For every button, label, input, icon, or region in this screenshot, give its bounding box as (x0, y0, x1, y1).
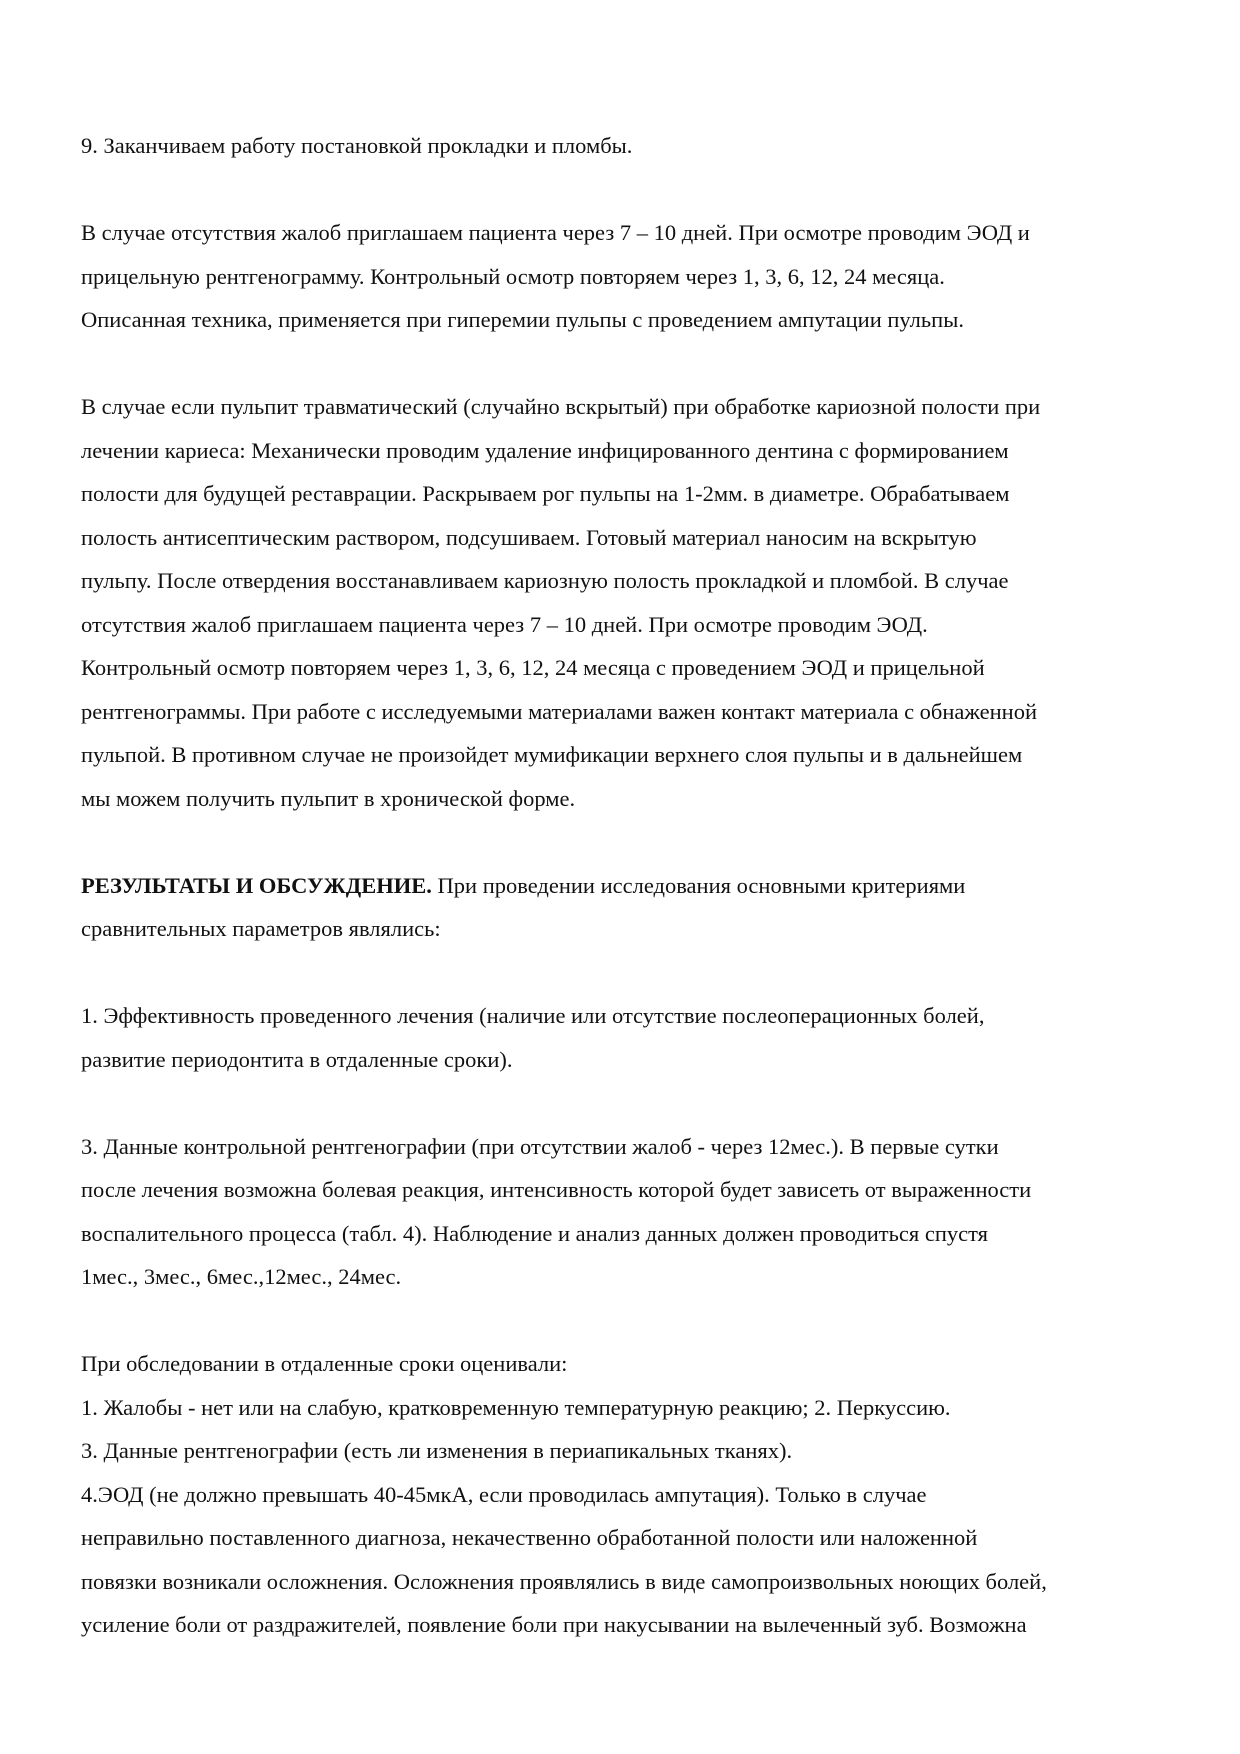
paragraph-gap (81, 951, 1171, 995)
text-line: Описанная техника, применяется при гиперемии пульпы с проведением ампутации пульпы. (81, 307, 964, 332)
section-heading: РЕЗУЛЬТАТЫ И ОБСУЖДЕНИЕ. (81, 872, 432, 898)
text-line: отсутствия жалоб приглашаем пациента через 7 – 10 дней. При осмотре проводим ЭОД. (81, 611, 928, 637)
paragraph-gap (81, 820, 1171, 864)
text-line: пульпой. В противном случае не произойдет мумификации верхнего слоя пульпы и в дальнейшем (81, 742, 1023, 767)
text-line: В случае если пульпит травматический (случайно вскрытый) при обработке кариозной полости при (81, 394, 1041, 419)
text-line: повязки возникали осложнения. Осложнения проявлялись в виде самопроизвольных ноющих болей, (81, 1568, 1047, 1594)
text-line: лечении кариеса: Механически проводим удаление инфицированного дентина с формированием (81, 437, 1009, 463)
text-line: При обследовании в отдаленные сроки оценивали: (81, 1351, 568, 1376)
text-line: усиление боли от раздражителей, появление боли при накусывании на вылеченный зуб. Возможна (81, 1612, 1027, 1637)
paragraph-gap (81, 1299, 1171, 1343)
paragraph-traumatic-pulpitis (81, 385, 1171, 820)
paragraph-long-term-evaluation (81, 1342, 1171, 1647)
paragraph-gap (81, 168, 1171, 212)
text-line: 1. Эффективность проведенного лечения (наличие или отсутствие послеоперационных болей, (81, 1003, 985, 1028)
document-page (81, 124, 1171, 1647)
text-line: 1мес., 3мес., 6мес.,12мес., 24мес. (81, 1264, 402, 1289)
text-line: полости для будущей реставрации. Раскрываем рог пульпы на 1-2мм. в диаметре. Обрабатываем (81, 481, 1010, 506)
paragraph-gap (81, 342, 1171, 386)
paragraph-criterion-1 (81, 994, 1171, 1081)
paragraph-gap (81, 1081, 1171, 1125)
text-line: рентгенограммы. При работе с исследуемыми материалами важен контакт материала с обнаженной (81, 698, 1038, 724)
text-line: прицельную рентгенограмму. Контрольный осмотр повторяем через 1, 3, 6, 12, 24 месяца. (81, 263, 945, 289)
text-line: 9. Заканчиваем работу постановкой прокладки и пломбы. (81, 133, 633, 158)
paragraph-step-9 (81, 124, 1171, 168)
text-line: неправильно поставленного диагноза, некачественно обработанной полости или наложенной (81, 1525, 978, 1550)
text-line: сравнительных параметров являлись: (81, 916, 441, 941)
text-line: воспалительного процесса (табл. 4). Наблюдение и анализ данных должен проводиться спустя (81, 1220, 988, 1246)
text-line: 3. Данные контрольной рентгенографии (при отсутствии жалоб - через 12мес.). В первые сутки (81, 1133, 999, 1159)
text-line (81, 864, 1171, 908)
text-line: развитие периодонтита в отдаленные сроки). (81, 1046, 513, 1072)
section-heading-continuation: При проведении исследования основными критериями (431, 872, 966, 898)
paragraph-follow-up (81, 211, 1171, 342)
text-line: после лечения возможна болевая реакция, интенсивность которой будет зависеть от выраженности (81, 1177, 1032, 1202)
text-line: 1. Жалобы - нет или на слабую, кратковременную температурную реакцию; 2. Перкуссию. (81, 1394, 951, 1420)
text-line: В случае отсутствия жалоб приглашаем пациента через 7 – 10 дней. При осмотре проводим ЭОД и (81, 220, 1030, 245)
text-line: пульпу. После отвердения восстанавливаем кариозную полость прокладкой и пломбой. В случае (81, 568, 1009, 593)
paragraph-results-discussion (81, 864, 1171, 951)
text-line: Контрольный осмотр повторяем через 1, 3, 6, 12, 24 месяца с проведением ЭОД и прицельной (81, 655, 985, 680)
paragraph-criterion-3 (81, 1125, 1171, 1299)
text-line: полость антисептическим раствором, подсушиваем. Готовый материал наносим на вскрытую (81, 524, 977, 550)
text-line: 3. Данные рентгенографии (есть ли изменения в периапикальных тканях). (81, 1438, 793, 1463)
text-line: 4.ЭОД (не должно превышать 40-45мкА, если проводилась ампутация). Только в случае (81, 1481, 927, 1507)
text-line: мы можем получить пульпит в хронической форме. (81, 785, 576, 811)
